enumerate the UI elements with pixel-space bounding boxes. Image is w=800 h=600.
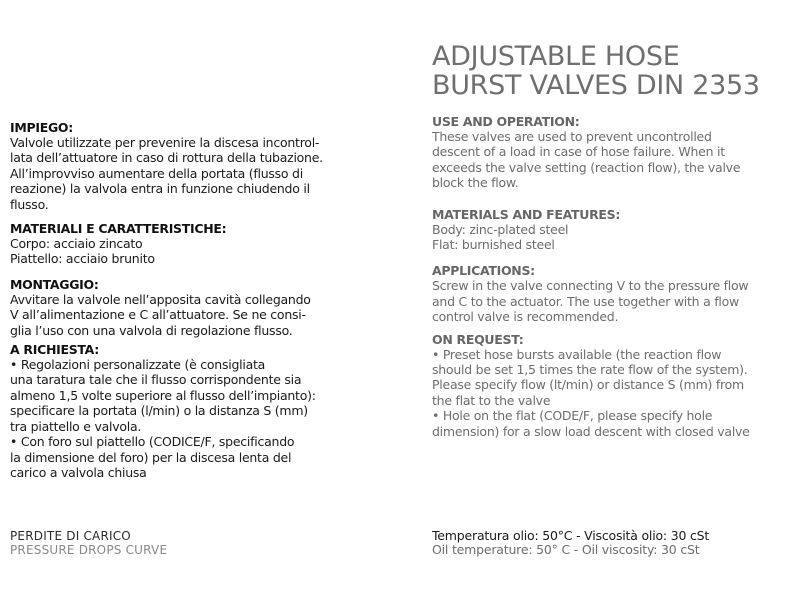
- text-line: block the flow.: [432, 175, 519, 191]
- use-heading: USE AND OPERATION:: [432, 114, 580, 129]
- section-use: [432, 114, 787, 191]
- materials-heading: MATERIALS AND FEATURES:: [432, 206, 621, 222]
- text-line: Avvitare la valvole nell’apposita cavità collegando: [10, 291, 311, 307]
- text-line: • Hole on the flat (CODE/F, please specify hole: [432, 408, 713, 424]
- text-line: Corpo: acciaio zincato: [10, 236, 143, 252]
- text-line: glia l’uso con una valvola di regolazione flusso.: [10, 322, 293, 338]
- request-text: [432, 347, 787, 439]
- text-line: Screw in the valve connecting V to the pressure flow: [432, 278, 749, 294]
- applications-heading: APPLICATIONS:: [432, 263, 535, 279]
- section-materials: [432, 207, 787, 253]
- title-line-1: ADJUSTABLE HOSE: [432, 41, 680, 72]
- section-applications: [432, 263, 787, 324]
- text-line: V all’alimentazione e C all’attuatore. Se ne consi-: [10, 307, 306, 323]
- richiesta-heading: A RICHIESTA:: [10, 342, 99, 358]
- applications-text: [432, 278, 787, 324]
- text-line: control valve is recommended.: [432, 309, 619, 325]
- montaggio-text: [10, 292, 350, 338]
- text-line: Body: zinc-plated steel: [432, 221, 569, 237]
- text-line: descent of a load in case of hose failure. When it: [432, 144, 725, 160]
- text-line: All’improvviso aumentare della portata (flusso di: [10, 165, 303, 181]
- text-line: • Preset hose bursts available (the reaction flow: [432, 346, 722, 362]
- english-column: [432, 42, 787, 439]
- temperatura-olio-text: Temperatura olio: 50°C - Viscosità olio: 30 cSt: [432, 528, 710, 543]
- text-line: lata dell’attuatore in caso di rottura della tubazione.: [10, 150, 323, 166]
- request-heading: ON REQUEST:: [432, 331, 524, 347]
- impiego-text: [10, 135, 350, 212]
- text-line: • Con foro sul piattello (CODICE/F, specificando: [10, 434, 295, 450]
- montaggio-heading: MONTAGGIO:: [10, 276, 99, 292]
- text-line: • Regolazioni personalizzate (è consigliata: [10, 357, 266, 373]
- oil-conditions-note: [432, 529, 787, 557]
- text-line: dimension) for a slow load descent with closed valve: [432, 423, 750, 439]
- text-line: una taratura tale che il flusso corrispondente sia: [10, 372, 302, 388]
- page-title: [432, 42, 787, 100]
- materials-text: [432, 222, 787, 253]
- text-line: la dimensione del foro) per la discesa lenta del: [10, 449, 292, 465]
- text-line: Please specify flow (lt/min) or distance S (mm) from: [432, 377, 744, 393]
- text-line: Piattello: acciaio brunito: [10, 251, 155, 267]
- text-line: flusso.: [10, 196, 49, 212]
- pressure-drops-label: PRESSURE DROPS CURVE: [10, 543, 168, 557]
- pressure-drops-caption: [10, 529, 350, 557]
- use-text: [432, 129, 787, 191]
- materiali-text: [10, 236, 350, 267]
- impiego-heading: IMPIEGO:: [10, 120, 73, 135]
- title-line-2: BURST VALVES DIN 2353: [432, 70, 760, 101]
- section-request: [432, 332, 787, 439]
- richiesta-text: [10, 357, 350, 480]
- text-line: Valvole utilizzate per prevenire la discesa incontrol-: [10, 135, 320, 150]
- text-line: tra piattello e valvola.: [10, 418, 142, 434]
- text-line: the flat to the valve: [432, 392, 551, 408]
- oil-temperature-text: Oil temperature: 50° C - Oil viscosity: 30 cSt: [432, 542, 700, 557]
- text-line: and C to the actuator. The use together with a flow: [432, 293, 739, 309]
- text-line: almeno 1,5 volte superiore al flusso dell’impianto):: [10, 387, 316, 403]
- materiali-heading: MATERIALI E CARATTERISTICHE:: [10, 221, 227, 237]
- section-impiego: [10, 120, 350, 212]
- text-line: Flat: burnished steel: [432, 237, 555, 253]
- text-line: reazione) la valvola entra in funzione chiudendo il: [10, 181, 310, 197]
- text-line: These valves are used to prevent uncontrolled: [432, 129, 712, 144]
- section-richiesta: [10, 342, 350, 480]
- section-montaggio: [10, 277, 350, 338]
- italian-column: [10, 120, 350, 480]
- section-materiali: [10, 221, 350, 267]
- text-line: should be set 1,5 times the rate flow of the system).: [432, 362, 748, 378]
- perdite-di-carico-label: PERDITE DI CARICO: [10, 529, 131, 543]
- text-line: specificare la portata (l/min) o la distanza S (mm): [10, 403, 308, 419]
- text-line: carico a valvola chiusa: [10, 464, 147, 480]
- text-line: exceeds the valve setting (reaction flow), the valve: [432, 159, 741, 175]
